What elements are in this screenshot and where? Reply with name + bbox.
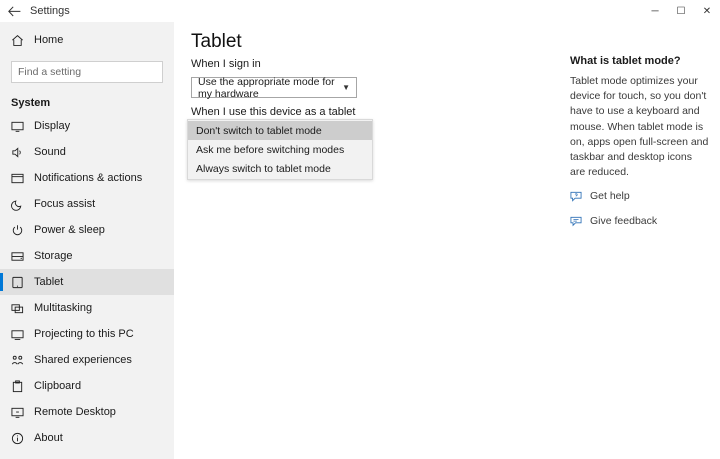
- power-icon: [11, 224, 29, 237]
- maximize-button[interactable]: ☐: [676, 5, 686, 17]
- sidebar-item-storage[interactable]: [0, 243, 174, 269]
- give-feedback-link[interactable]: [570, 215, 720, 227]
- multitasking-icon: [11, 302, 29, 315]
- dropdown-option-2[interactable]: Always switch to tablet mode: [196, 162, 331, 175]
- sidebar-item-remote-desktop[interactable]: [0, 399, 174, 425]
- sidebar-item-notifications-label: Notifications & actions: [34, 172, 143, 184]
- sidebar-item-display[interactable]: [0, 113, 174, 139]
- sidebar-item-focus-assist[interactable]: [0, 191, 174, 217]
- sign-in-mode-combobox[interactable]: [191, 77, 357, 98]
- chevron-down-icon: ▼: [342, 83, 350, 92]
- sidebar-item-focus-assist-label: Focus assist: [34, 198, 96, 210]
- projecting-icon: [11, 328, 29, 341]
- sidebar-item-power-sleep-label: Power & sleep: [34, 224, 105, 236]
- sidebar-item-tablet[interactable]: [0, 269, 174, 295]
- sidebar-item-home[interactable]: [0, 27, 174, 53]
- tablet-usage-label: When I use this device as a tablet: [191, 106, 356, 118]
- sidebar-item-multitasking[interactable]: [0, 295, 174, 321]
- tablet-icon: [11, 276, 29, 289]
- feedback-icon: [570, 216, 586, 227]
- sidebar-item-projecting[interactable]: [0, 321, 174, 347]
- focus-assist-icon: [11, 198, 29, 211]
- sign-in-label: When I sign in: [191, 58, 261, 70]
- info-panel-heading: What is tablet mode?: [570, 55, 681, 67]
- sidebar-item-sound[interactable]: [0, 139, 174, 165]
- info-panel: [570, 55, 710, 181]
- back-button[interactable]: [0, 0, 28, 22]
- window-controls: [642, 0, 720, 22]
- notifications-icon: [11, 172, 29, 185]
- about-icon: [11, 432, 29, 445]
- search-input[interactable]: [12, 65, 162, 79]
- get-help-label: Get help: [590, 190, 630, 202]
- main-content: [174, 22, 720, 459]
- search-box[interactable]: [11, 61, 163, 83]
- get-help-link[interactable]: [570, 190, 720, 202]
- sidebar-item-clipboard[interactable]: [0, 373, 174, 399]
- window-title: Settings: [30, 5, 70, 17]
- shared-experiences-icon: [11, 354, 29, 367]
- sidebar-item-notifications[interactable]: [0, 165, 174, 191]
- sidebar-item-shared-experiences-label: Shared experiences: [34, 354, 132, 366]
- sidebar-item-power-sleep[interactable]: [0, 217, 174, 243]
- sign-in-setting-group: [191, 58, 357, 98]
- sidebar-item-projecting-label: Projecting to this PC: [34, 328, 134, 340]
- sidebar-item-remote-desktop-label: Remote Desktop: [34, 406, 116, 418]
- close-button[interactable]: ✕: [702, 5, 712, 17]
- storage-icon: [11, 250, 29, 263]
- help-links: [570, 177, 720, 227]
- sidebar-item-shared-experiences[interactable]: [0, 347, 174, 373]
- sidebar-section-title: System: [11, 97, 51, 109]
- back-arrow-icon: [8, 6, 21, 17]
- sign-in-mode-value: Use the appropriate mode for my hardware: [198, 75, 335, 100]
- dropdown-option-1[interactable]: Ask me before switching modes: [196, 143, 345, 156]
- sidebar-item-about[interactable]: [0, 425, 174, 451]
- tablet-usage-setting-group: [191, 106, 355, 118]
- remote-desktop-icon: [11, 406, 29, 419]
- sidebar-item-tablet-label: Tablet: [34, 276, 64, 288]
- clipboard-icon: [11, 380, 29, 393]
- title-bar: [0, 0, 720, 22]
- minimize-button[interactable]: ─: [651, 5, 659, 17]
- page-title: Tablet: [191, 31, 242, 52]
- sidebar: [0, 22, 175, 459]
- sidebar-item-multitasking-label: Multitasking: [34, 302, 93, 314]
- sidebar-item-home-label: Home: [34, 34, 64, 46]
- sidebar-item-display-label: Display: [34, 120, 71, 132]
- sidebar-item-sound-label: Sound: [34, 146, 66, 158]
- give-feedback-label: Give feedback: [590, 215, 658, 227]
- display-icon: [11, 120, 29, 133]
- sound-icon: [11, 146, 29, 159]
- sidebar-nav-list: [0, 113, 174, 451]
- sidebar-item-storage-label: Storage: [34, 250, 73, 262]
- help-icon: [570, 191, 586, 202]
- info-panel-body: Tablet mode optimizes your device for touch, so you don't have to use a keyboard and mouse. When tablet mode is on, apps open full-screen and taskbar and desktop icons are reduced.: [570, 75, 709, 179]
- home-icon: [11, 34, 29, 47]
- dropdown-option-0[interactable]: Don't switch to tablet mode: [188, 121, 372, 140]
- sidebar-item-about-label: About: [34, 432, 63, 444]
- sidebar-item-clipboard-label: Clipboard: [34, 380, 82, 392]
- tablet-usage-dropdown-list[interactable]: [187, 119, 373, 180]
